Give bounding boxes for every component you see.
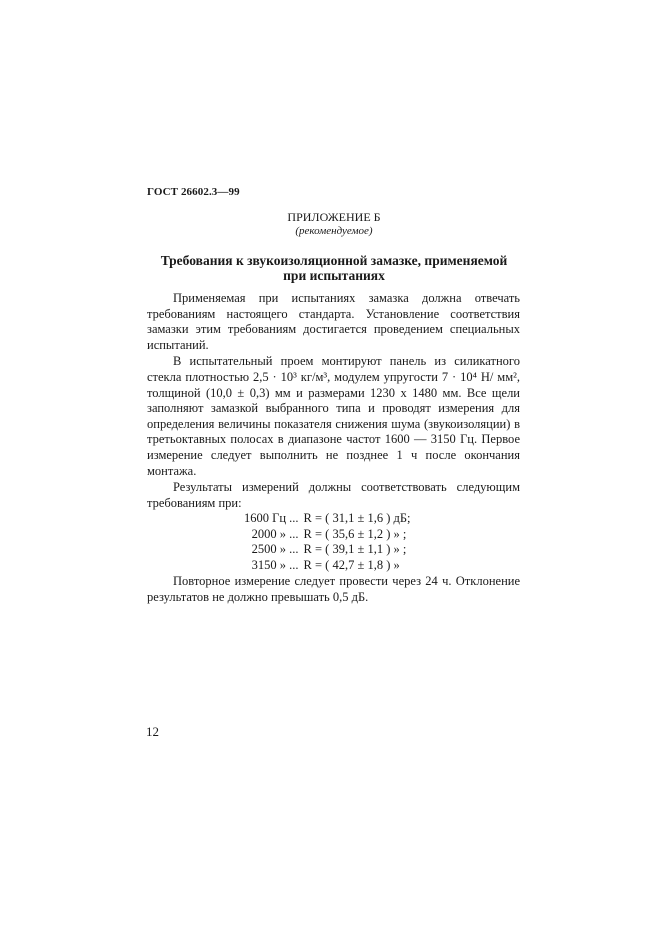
paragraph-test-procedure: В испытательный проем монтируют панель из силикатного стекла плотностью 2,5 · 10³ кг/м³, модулем упругости 7 · 10⁴ Н/ мм², толщиной (10,0 ± 0,3) мм и размерами 1230 х 1480 мм. Все щели заполняют замазкой выбранного типа и проводят измерения для определения величины показателя снижения шума (звукоизоляции) в третьоктавных полосах в диапазоне частот 1600 — 3150 Гц. Первое измерение следует выполнить не позднее 1 ч после окончания монтажа.	[147, 354, 520, 478]
page-number: 12	[146, 724, 159, 739]
frequency-cell: 2000 » ...	[251, 526, 299, 541]
paragraph-results-requirements: Результаты измерений должны соответствовать следующим требованиям при:	[147, 480, 520, 510]
frequency-cell: 3150 » ...	[251, 557, 299, 572]
section-title	[147, 253, 521, 283]
requirement-cell: R = ( 35,6 ± 1,2 ) » ;	[303, 526, 407, 541]
frequency-cell: 1600 Гц ...	[244, 511, 299, 526]
table-row	[242, 558, 413, 573]
document-header: ГОСТ 26602.3—99	[147, 186, 240, 198]
appendix-heading	[147, 210, 521, 238]
section-title-line-1: Требования к звукоизоляционной замазке, применяемой	[160, 253, 508, 268]
table-row	[242, 527, 413, 542]
frequency-cell: 2500 » ...	[251, 542, 299, 557]
table-row	[242, 511, 413, 526]
requirement-cell: R = ( 42,7 ± 1,8 ) »	[303, 557, 400, 572]
table-row	[242, 542, 413, 557]
paragraph-repeat-measurement: Повторное измерение следует провести через 24 ч. Отклонение результатов не должно превышать 0,5 дБ.	[147, 573, 520, 604]
requirement-cell: R = ( 31,1 ± 1,6 ) дБ;	[303, 511, 411, 526]
appendix-title: ПРИЛОЖЕНИЕ Б	[287, 210, 381, 224]
paragraph-requirements-intro: Применяемая при испытаниях замазка должна отвечать требованиям настоящего стандарта. Установление соответствия замазки этим требованиям достигается проведением специальных испытаний.	[147, 291, 520, 352]
frequency-requirements-table	[242, 511, 413, 573]
requirement-cell: R = ( 39,1 ± 1,1 ) » ;	[303, 542, 407, 557]
document-body	[147, 291, 520, 605]
appendix-status-note: (рекомендуемое)	[295, 225, 373, 237]
section-title-line-2: при испытаниях	[283, 268, 385, 283]
